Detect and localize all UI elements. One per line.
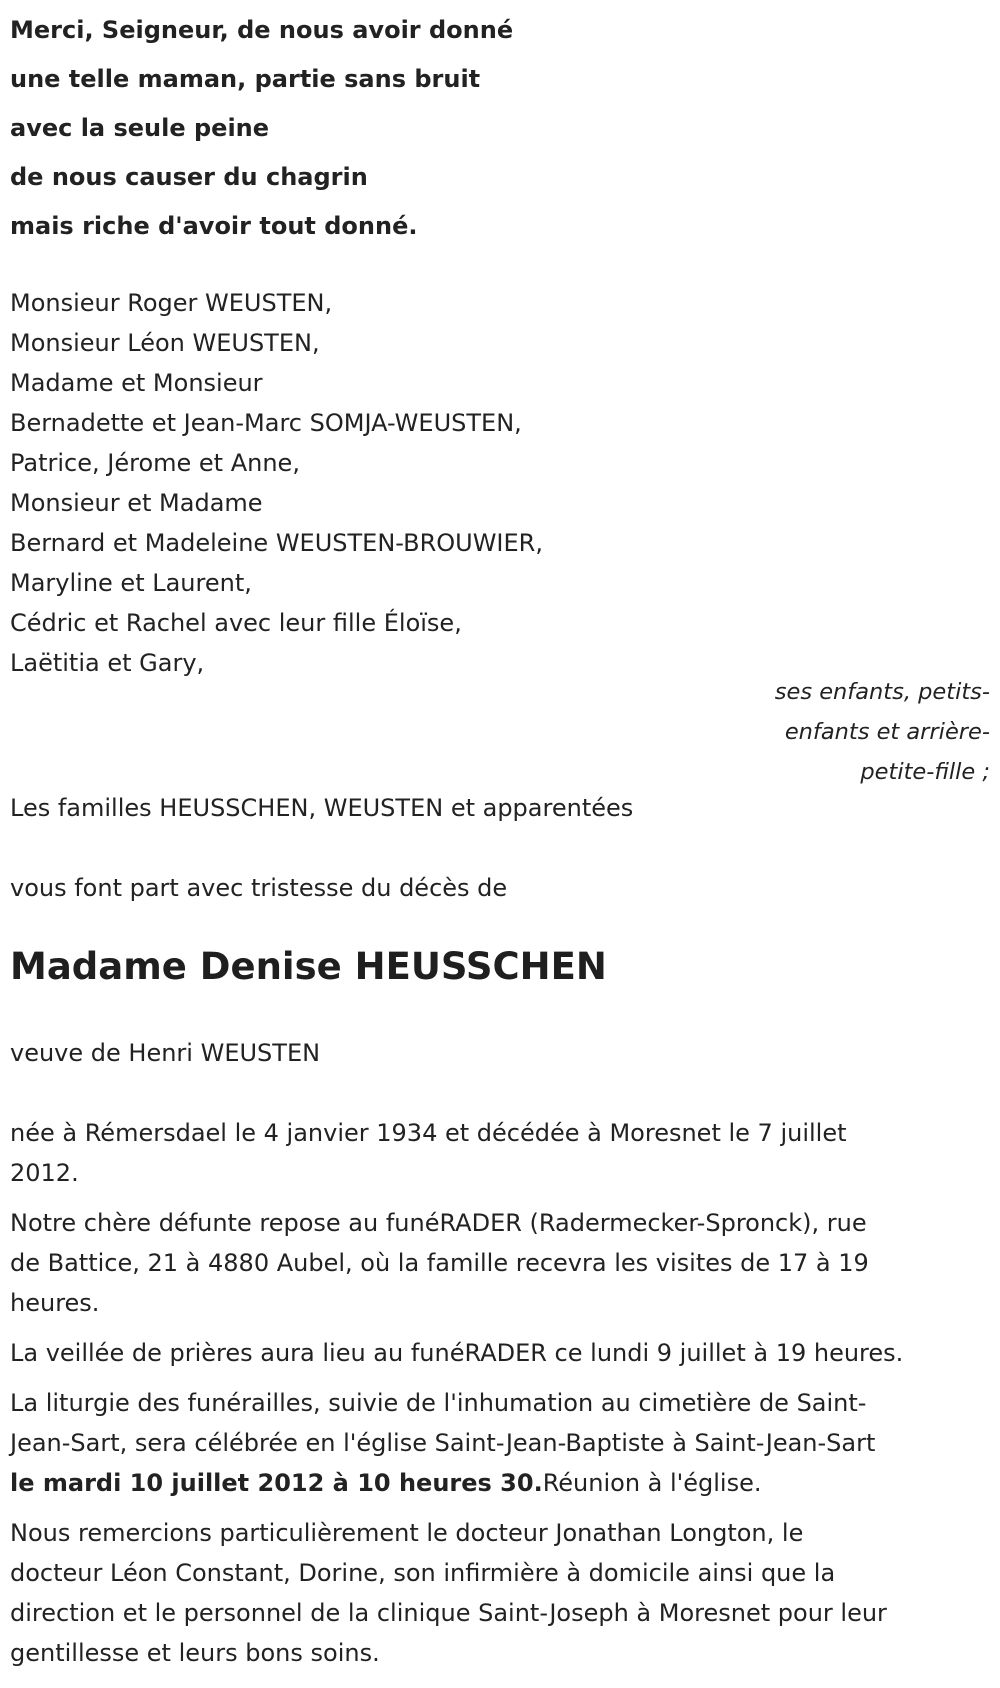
family-member: Monsieur Roger WEUSTEN, (10, 289, 333, 317)
extended-family: Les familles HEUSSCHEN, WEUSTEN et apparentées (10, 794, 634, 822)
paragraph-line: gentillesse et leurs bons soins. (10, 1639, 380, 1667)
deceased-name: Madame Denise HEUSSCHEN (10, 945, 607, 988)
paragraph-line (10, 1463, 990, 1503)
family-member: Bernard et Madeleine WEUSTEN-BROUWIER, (10, 529, 543, 557)
relation-line: ses enfants, petits- (774, 679, 990, 705)
paragraph-line: La liturgie des funérailles, suivie de l'inhumation au cimetière de Saint- (10, 1389, 867, 1417)
relation-line: enfants et arrière- (784, 719, 990, 745)
family-member: Bernadette et Jean-Marc SOMJA-WEUSTEN, (10, 409, 522, 437)
liturgy-paragraph (10, 1383, 990, 1503)
poem-line: avec la seule peine (10, 114, 270, 142)
family-member: Monsieur et Madame (10, 489, 263, 517)
poem-line: de nous causer du chagrin (10, 163, 368, 191)
family-member: Cédric et Rachel avec leur fille Éloïse, (10, 609, 462, 637)
liturgy-date: le mardi 10 juillet 2012 à 10 heures 30. (10, 1469, 543, 1497)
widow-of: veuve de Henri WEUSTEN (10, 1039, 321, 1067)
poem-block (10, 6, 910, 251)
poem-line: mais riche d'avoir tout donné. (10, 212, 418, 240)
family-member: Laëtitia et Gary, (10, 649, 205, 677)
paragraph-line: Jean-Sart, sera célébrée en l'église Saint-Jean-Baptiste à Saint-Jean-Sart (10, 1429, 876, 1457)
announcement: vous font part avec tristesse du décès de (10, 874, 508, 902)
poem-line: Merci, Seigneur, de nous avoir donné (10, 16, 514, 44)
paragraph-line: La veillée de prières aura lieu au funéRADER ce lundi 9 juillet à 19 heures. (10, 1339, 904, 1367)
family-member: Madame et Monsieur (10, 369, 263, 397)
thanks-paragraph (10, 1513, 990, 1673)
paragraph-line: heures. (10, 1289, 100, 1317)
relation-line: petite-fille ; (860, 759, 990, 785)
paragraph-line: Nous remercions particulièrement le docteur Jonathan Longton, le (10, 1519, 804, 1547)
family-member: Maryline et Laurent, (10, 569, 252, 597)
paragraph-line: de Battice, 21 à 4880 Aubel, où la famille recevra les visites de 17 à 19 (10, 1249, 869, 1277)
family-member: Patrice, Jérome et Anne, (10, 449, 300, 477)
liturgy-meeting: Réunion à l'église. (542, 1469, 762, 1497)
family-relation (730, 672, 990, 792)
paragraph-line: direction et le personnel de la clinique Saint-Joseph à Moresnet pour leur (10, 1599, 887, 1627)
family-member: Monsieur Léon WEUSTEN, (10, 329, 320, 357)
repose-paragraph (10, 1203, 990, 1323)
vigil-paragraph (10, 1333, 990, 1373)
family-list (10, 283, 910, 683)
birth-death-paragraph (10, 1113, 990, 1193)
poem-line: une telle maman, partie sans bruit (10, 65, 481, 93)
paragraph-line: docteur Léon Constant, Dorine, son infirmière à domicile ainsi que la (10, 1559, 836, 1587)
paragraph-line: Notre chère défunte repose au funéRADER (Radermecker-Spronck), rue (10, 1209, 867, 1237)
paragraph-line: 2012. (10, 1159, 79, 1187)
paragraph-line: née à Rémersdael le 4 janvier 1934 et décédée à Moresnet le 7 juillet (10, 1119, 847, 1147)
